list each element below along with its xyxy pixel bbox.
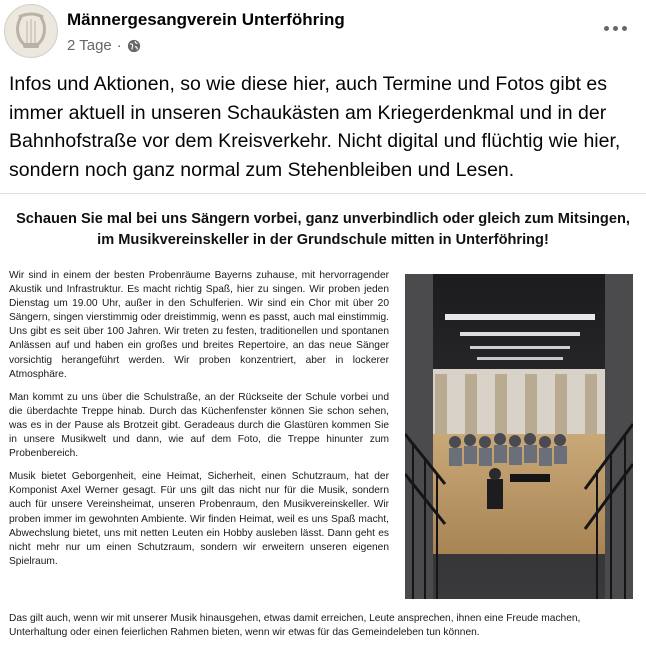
post-meta xyxy=(67,37,141,54)
flyer-paragraph: Wir sind in einem der besten Probenräume Bayerns zuhause, mit hervorragender Akustik und Infrastruktur. Es macht richtig Spaß, hier zu singen. Wir proben jeden Dienstag um 19.00 Uhr, außer in den Schulferien. Wir sind ein Chor mit über 20 Sängern, singen vierstimmig oder dreistimmig, wenn es passt, auch mal einstimmig. Uns gibt es seit über 100 Jahren. Wir treten zu festen, traditionellen und spontanen Anlässen auf und haben ein großes und breites Repertoire, an das neue Sänger vorsichtig herangeführt werden. Wir proben konzentriert, aber in lockerer Atmosphäre. xyxy=(9,270,389,380)
post-header xyxy=(0,0,646,64)
meta-separator: · xyxy=(116,37,122,54)
flyer-paragraph: Musik bietet Geborgenheit, eine Heimat, Sicherheit, einen Schutzraum, hat der Komponist Axel Werner gesagt. Für uns gilt das nicht nur für die Musik, sondern auch für unsere Vereinsheimat, unseren Probenraum, den Musikvereinskeller. Wir proben immer im gewohnten Ambiente. Wir finden Heimat, weil es uns Spaß macht, Abwechslung bietet, uns mit netten Leuten ein Hobby ausleben lässt. Dann geht es nicht mehr nur um einen Schutzraum, sondern wir erweitern unseren eigenen Spielraum. xyxy=(9,471,389,567)
flyer-paragraph: Man kommt zu uns über die Schulstraße, an der Rückseite der Schule vorbei und die überdachte Treppe hinab. Durch das Küchenfenster können Sie schon sehen, was es in der Pause als Brotzeit gibt. Geradeaus durch die Glastüren kommen Sie in unsere Musikwelt und dann, wie auf dem Foto, die Treppe hinunter zum Probenbereich. xyxy=(9,391,389,460)
flyer-body xyxy=(9,269,389,578)
attached-image[interactable] xyxy=(0,194,646,647)
flyer-title: Schauen Sie mal bei uns Sängern vorbei, ganz unverbindlich oder gleich zum Mitsingen, im Musikvereinskeller in der Grundschule mitten in Unterföhring! xyxy=(16,211,630,248)
post-timestamp[interactable]: 2 Tage xyxy=(67,37,112,54)
post-message: Infos und Aktionen, so wie diese hier, auch Termine und Fotos gibt es immer aktuell in unseren Schaukästen am Kriegerdenkmal und in der Bahnhofstraße vor dem Kreisverkehr. Nicht digital und flüchtig wie hier, sondern noch ganz normal zum Stehenbleiben und Lesen. xyxy=(9,73,621,181)
more-options-button[interactable] xyxy=(600,18,630,38)
more-dot xyxy=(622,26,627,31)
lyre-logo-icon xyxy=(5,5,57,57)
more-dots-icon xyxy=(604,26,609,31)
page-avatar[interactable] xyxy=(4,4,58,58)
more-dot xyxy=(613,26,618,31)
globe-icon xyxy=(127,39,141,53)
rehearsal-room-photo xyxy=(405,274,633,599)
page-name-link[interactable]: Männergesangverein Unterföhring xyxy=(67,10,345,29)
flyer-closing: Das gilt auch, wenn wir mit unserer Musik hinausgehen, etwas damit erreichen, Leute ansprechen, ihnen eine Freude machen, Unterhaltung oder einen feierlichen Rahmen bieten, wenn wir etwas für das Gemeindeleben tun können. xyxy=(9,613,581,639)
